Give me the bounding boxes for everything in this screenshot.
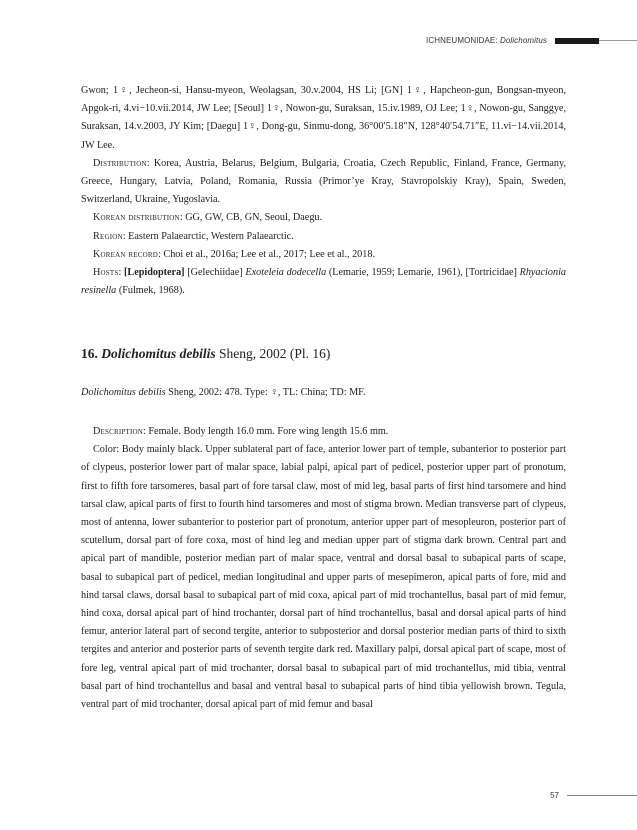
species-author: Sheng, 2002 (Pl. 16) (215, 346, 331, 361)
running-head-family: ICHNEUMONIDAE: (426, 36, 500, 45)
running-head-text (426, 36, 547, 45)
running-head-genus: Dolichomitus (500, 36, 547, 45)
region-paragraph (81, 228, 566, 246)
page-number: 57 (550, 791, 559, 800)
synonym-text: Sheng, 2002: 478. Type: ♀, TL: China; TD: MF. (165, 387, 366, 398)
region-label: Region (93, 230, 123, 242)
description-label: Description (93, 426, 144, 437)
running-head-rule (599, 40, 637, 41)
previous-species-block (81, 82, 566, 300)
species-heading (81, 346, 330, 362)
hosts-reference: (Lemarie, 1959; Lemarie, 1961), [Tortricidae] (326, 267, 520, 279)
korean-distribution-text: : GG, GW, CB, GN, Seoul, Daegu. (179, 212, 323, 224)
species-name: Dolichomitus debilis (101, 346, 216, 361)
running-head (426, 36, 637, 45)
hosts-separator: : (118, 267, 125, 279)
korean-distribution-label: Korean distribution (93, 212, 180, 224)
species-number: 16. (81, 346, 98, 361)
synonymy-paragraph (81, 384, 566, 402)
hosts-species: Exoteleia dodecella (245, 267, 327, 279)
region-text: : Eastern Palaearctic, Western Palaearctic. (122, 230, 294, 242)
distribution-paragraph (81, 155, 566, 210)
description-paragraph (81, 423, 566, 441)
korean-record-paragraph (81, 246, 566, 264)
description-block (81, 423, 566, 714)
page-number-rule (567, 795, 637, 796)
korean-distribution-paragraph (81, 209, 566, 227)
hosts-family: [Gelechiidae] (184, 267, 246, 279)
hosts-reference: (Fulmek, 1968). (116, 285, 185, 297)
description-text: : Female. Body length 16.0 mm. Fore wing length 15.6 mm. (143, 426, 389, 437)
color-paragraph: Color: Body mainly black. Upper sublateral part of face, anterior lower part of temple, subanterior to posterior part of clypeus, posterior lower part of malar space, labial palpi, apical part of pedicel, posterior upper part of pronotum, first to fifth fore tarsomeres, basal part of fore tarsal claw, most of mid leg, basal parts of first hind tarsomere and hind tarsal claw, apical parts of first to fourth hind tarsomeres and most of stigma brown. Median transverse part of clypeus, most of antenna, lower subanterior to posterior part of pronotum, anterior upper part of mesopleuron, posterior part of scutellum, dorsal part of fore coxa, most of hind leg and median upper part of stigma dark brown. Central part and apical part of mandible, posterior median part of malar space, ventral and dorsal basal to subapical parts of scape, basal to subapical part of pedicel, median longitudinal and upper parts of mesepimeron, apical parts of fore, mid and hind tarsal claws, dorsal basal to subapical part of mid coxa, apical part of mid trochantellus, basal part of mid femur, hind coxa, dorsal apical part of hind trochanter, dorsal part of hind trochantellus, basal and dorsal apical parts of hind femur, anterior lateral part of second tergite, anterior to subposterior and dorsal posterior median parts of third to sixth tergites and anterior and posterior parts of seventh tergite dark red. Maxillary palpi, dorsal apical part of scape, most of fore leg, ventral apical part of mid trochanter, dorsal basal to subapical part of mid trochantellus, mid tibia, ventral basal part of hind trochantellus and basal and ventral basal to subapical parts of hind tibia yellowish brown. Tegula, ventral part of mid trochanter, dorsal apical part of mid femur and basal (81, 444, 566, 711)
synonymy-block (81, 384, 566, 402)
running-head-bar (555, 38, 599, 44)
hosts-paragraph (81, 264, 566, 300)
hosts-order: [Lepidoptera] (124, 267, 185, 279)
synonym-name: Dolichomitus debilis (81, 387, 166, 398)
hosts-label: Hosts (93, 267, 119, 279)
korean-record-label: Korean record (93, 248, 159, 260)
distribution-text: : Korea, Austria, Belarus, Belgium, Bulgaria, Croatia, Czech Republic, Finland, France, Germany, Greece, Hungary, Latvia, Poland, Romania, Russia (Primor’ye Kray, Stavropolskiy Kray), Spain, Sweden, Switzerland, Ukraine, Yugoslavia. (81, 157, 566, 206)
page-footer (550, 791, 637, 800)
hosts-species: Rhyacionia resinella (81, 267, 566, 297)
distribution-label: Distribution (93, 157, 147, 169)
material-examined-paragraph: Gwon; 1♀, Jecheon-si, Hansu-myeon, Weolagsan, 30.v.2004, HS Li; [GN] 1♀, Hapcheon-gun, Bongsan-myeon, Apgok-ri, 4.vi−10.vii.2014, JW Lee; [Seoul] 1♀, Nowon-gu, Suraksan, 15.iv.1989, OJ Lee; 1♀, Nowon-gu, Sanggye, Suraksan, 14.v.2003, JY Kim; [Daegu] 1♀, Dong-gu, Sinmu-dong, 36°00′5.18″N, 128°40′54.71″E, 11.vi−14.vii.2014, JW Lee. (81, 85, 566, 151)
korean-record-text: : Choi et al., 2016a; Lee et al., 2017; Lee et al., 2018. (158, 248, 376, 260)
